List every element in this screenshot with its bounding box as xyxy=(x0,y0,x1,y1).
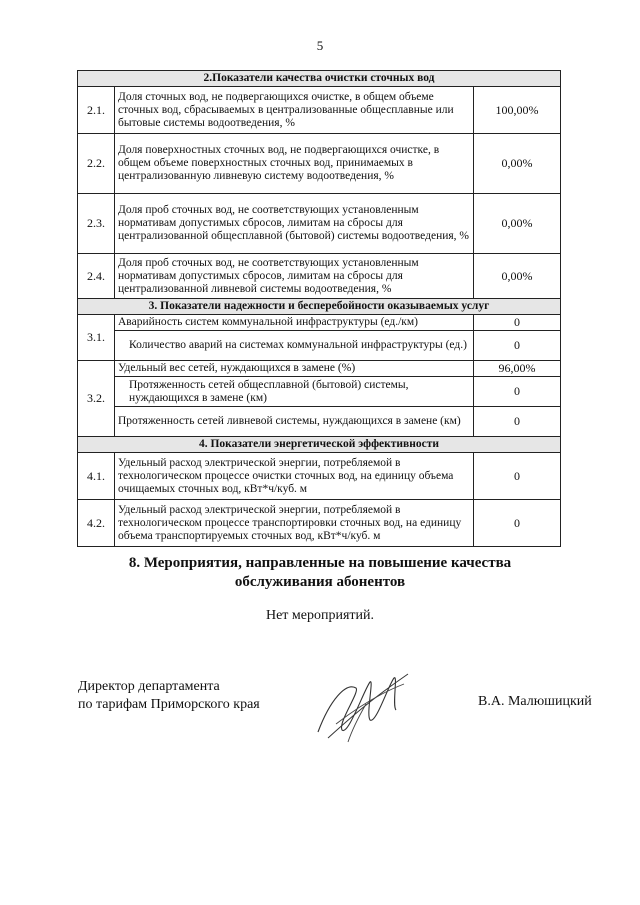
row-value: 100,00% xyxy=(474,87,561,134)
row-value: 0 xyxy=(474,407,561,437)
signer-name: В.А. Малюшицкий xyxy=(478,694,592,709)
row-number: 2.4. xyxy=(78,254,115,299)
section-8-heading-line1: 8. Мероприятия, направленные на повышение качества xyxy=(128,555,512,571)
section-8-heading-line2: обслуживания абонентов xyxy=(234,574,406,590)
row-value: 0 xyxy=(474,331,561,361)
row-value: 96,00% xyxy=(474,361,561,377)
signer-title-line1: Директор департамента xyxy=(78,679,220,694)
row-description: Количество аварий на системах коммунальной инфраструктуры (ед.) xyxy=(115,331,474,361)
row-value: 0,00% xyxy=(474,254,561,299)
page-number: 5 xyxy=(316,38,324,53)
row-description: Доля проб сточных вод, не соответствующих установленным нормативам допустимых сбросов, лимитам на сбросы для централизованной общесплавной (бытовой) системы водоотведения, % xyxy=(115,194,474,254)
indicators-table xyxy=(77,70,561,547)
row-number: 2.3. xyxy=(78,194,115,254)
table-row xyxy=(78,315,561,331)
section-header-row xyxy=(78,71,561,87)
row-value: 0 xyxy=(474,453,561,500)
table-row xyxy=(78,377,561,407)
row-description: Удельный вес сетей, нуждающихся в замене (%) xyxy=(115,361,474,377)
section-header-row xyxy=(78,437,561,453)
table-row xyxy=(78,361,561,377)
signer-title xyxy=(78,678,260,714)
table-row xyxy=(78,87,561,134)
row-description: Удельный расход электрической энергии, потребляемой в технологическом процессе очистки сточных вод, на единицу объема очищаемых сточных вод, кВт*ч/куб. м xyxy=(115,453,474,500)
row-description: Доля проб сточных вод, не соответствующих установленным нормативам допустимых сбросов, лимитам на сбросы для централизованной ливневой системы водоотведения, % xyxy=(115,254,474,299)
row-value: 0,00% xyxy=(474,194,561,254)
row-value: 0 xyxy=(474,500,561,547)
row-description: Доля поверхностных сточных вод, не подвергающихся очистке, в общем объеме поверхностных сточных вод, принимаемых в централизованную ливневую систему водоотведения, % xyxy=(115,134,474,194)
row-description: Аварийность систем коммунальной инфраструктуры (ед./км) xyxy=(115,315,474,331)
row-number: 2.2. xyxy=(78,134,115,194)
table-row xyxy=(78,254,561,299)
row-description: Протяженность сетей общесплавной (бытовой) системы, нуждающихся в замене (км) xyxy=(115,377,474,407)
section-4-title: 4. Показатели энергетической эффективности xyxy=(78,437,561,453)
section-8-body: Нет мероприятий. xyxy=(265,608,375,623)
signer-title-line2: по тарифам Приморского края xyxy=(78,697,260,712)
row-description: Протяженность сетей ливневой системы, нуждающихся в замене (км) xyxy=(115,407,474,437)
section-header-row xyxy=(78,299,561,315)
table-row xyxy=(78,331,561,361)
row-number: 4.2. xyxy=(78,500,115,547)
row-value: 0 xyxy=(474,377,561,407)
table-row xyxy=(78,194,561,254)
row-description: Доля сточных вод, не подвергающихся очистке, в общем объеме сточных вод, сбрасываемых в централизованные общесплавные или бытовые системы водоотведения, % xyxy=(115,87,474,134)
row-number: 3.1. xyxy=(78,315,115,361)
table-row xyxy=(78,453,561,500)
section-8-heading xyxy=(0,554,640,592)
row-description: Удельный расход электрической энергии, потребляемой в технологическом процессе транспортировки сточных вод, на единицу объема транспортируемых сточных вод, кВт*ч/куб. м xyxy=(115,500,474,547)
section-3-title: 3. Показатели надежности и бесперебойности оказываемых услуг xyxy=(78,299,561,315)
section-2-title: 2.Показатели качества очистки сточных вод xyxy=(78,71,561,87)
row-number: 2.1. xyxy=(78,87,115,134)
table-row xyxy=(78,500,561,547)
handwritten-signature xyxy=(308,660,418,750)
row-number: 3.2. xyxy=(78,361,115,437)
row-number: 4.1. xyxy=(78,453,115,500)
table-row xyxy=(78,134,561,194)
row-value: 0,00% xyxy=(474,134,561,194)
row-value: 0 xyxy=(474,315,561,331)
table-row xyxy=(78,407,561,437)
